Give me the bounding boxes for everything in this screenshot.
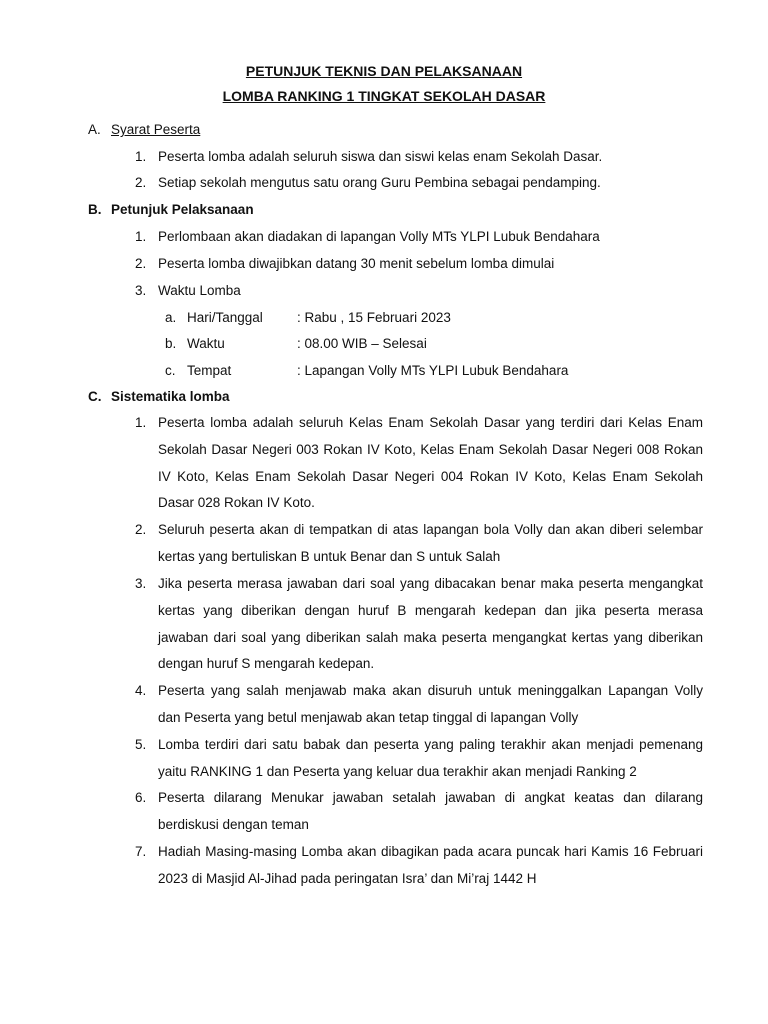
item-number: 7. (135, 844, 147, 859)
section-c-item-text: Seluruh peserta akan di tempatkan di atas lapangan bola Volly dan akan diberi selembar kertas yang bertuliskan B untuk Benar dan S untuk Salah (158, 522, 703, 564)
item-number: 1. (135, 415, 147, 430)
item-number: 1. (135, 229, 147, 244)
section-c-item-text: Lomba terdiri dari satu babak dan peserta yang paling terakhir akan menjadi pemenang yaitu RANKING 1 dan Peserta yang keluar dua terakhir akan menjadi Ranking 2 (158, 737, 703, 779)
item-text: Peserta lomba diwajibkan datang 30 menit sebelum lomba dimulai (158, 256, 555, 271)
item-text: Setiap sekolah mengutus satu orang Guru Pembina sebagai pendamping. (158, 175, 601, 190)
section-b-item (0, 229, 768, 249)
section-c-item-text: Jika peserta merasa jawaban dari soal yang dibacakan benar maka peserta mengangkat kertas yang diberikan dengan huruf B mengarah kedepan dan jika peserta merasa jawaban dari soal yang diberikan salah maka peserta mengangkat kertas yang diberikan dengan huruf S mengarah kedepan. (158, 576, 703, 672)
item-number: 1. (135, 149, 147, 164)
schedule-row (0, 336, 768, 356)
schedule-letter: a. (165, 310, 177, 325)
section-b-item (0, 256, 768, 276)
document-title-line2: LOMBA RANKING 1 TINGKAT SEKOLAH DASAR (222, 88, 546, 104)
item-text: Waktu Lomba (158, 283, 241, 298)
item-number: 2. (135, 522, 147, 537)
item-number: 6. (135, 790, 147, 805)
section-a-letter: A. (88, 122, 101, 137)
section-b-title: Petunjuk Pelaksanaan (111, 202, 254, 217)
schedule-row (0, 310, 768, 330)
section-c-item-text: Peserta dilarang Menukar jawaban setalah jawaban di angkat keatas dan dilarang berdiskusi dengan teman (158, 790, 703, 832)
item-number: 3. (135, 283, 147, 298)
section-c-letter: C. (88, 389, 102, 404)
item-number: 2. (135, 256, 147, 271)
section-a-heading (0, 122, 768, 142)
schedule-letter: b. (165, 336, 177, 351)
schedule-value: : Lapangan Volly MTs YLPI Lubuk Bendahara (297, 363, 569, 378)
section-c-title: Sistematika lomba (111, 389, 230, 404)
item-number: 5. (135, 737, 147, 752)
schedule-row (0, 363, 768, 383)
section-a-title: Syarat Peserta (111, 122, 201, 137)
item-number: 4. (135, 683, 147, 698)
schedule-letter: c. (165, 363, 176, 378)
item-text: Peserta lomba adalah seluruh siswa dan siswi kelas enam Sekolah Dasar. (158, 149, 603, 164)
section-c-item-text: Peserta yang salah menjawab maka akan disuruh untuk meninggalkan Lapangan Volly dan Peserta yang betul menjawab akan tetap tinggal di lapangan Volly (158, 683, 703, 725)
section-b-letter: B. (88, 202, 102, 217)
section-b-heading (0, 202, 768, 222)
item-text: Perlombaan akan diadakan di lapangan Volly MTs YLPI Lubuk Bendahara (158, 229, 600, 244)
schedule-label: Tempat (187, 363, 232, 378)
section-a-item (0, 175, 768, 195)
item-number: 2. (135, 175, 147, 190)
section-a-item (0, 149, 768, 169)
document-title-line1: PETUNJUK TEKNIS DAN PELAKSANAAN (245, 63, 523, 79)
schedule-value: : 08.00 WIB – Selesai (297, 336, 427, 351)
schedule-value: : Rabu , 15 Februari 2023 (297, 310, 451, 325)
section-c-item-text: Peserta lomba adalah seluruh Kelas Enam Sekolah Dasar yang terdiri dari Kelas Enam Sekolah Dasar Negeri 003 Rokan IV Koto, Kelas Enam Sekolah Dasar Negeri 008 Rokan IV Koto, Kelas Enam Sekolah Dasar Negeri 004 Rokan IV Koto, Kelas Enam Sekolah Dasar 028 Rokan IV Koto. (158, 415, 703, 511)
item-number: 3. (135, 576, 147, 591)
section-c-heading (0, 389, 768, 409)
schedule-label: Hari/Tanggal (187, 310, 263, 325)
section-c-item-text: Hadiah Masing-masing Lomba akan dibagikan pada acara puncak hari Kamis 16 Februari 2023 di Masjid Al-Jihad pada peringatan Isra’ dan Mi’raj 1442 H (158, 844, 703, 886)
section-b-item (0, 283, 768, 303)
schedule-label: Waktu (187, 336, 225, 351)
